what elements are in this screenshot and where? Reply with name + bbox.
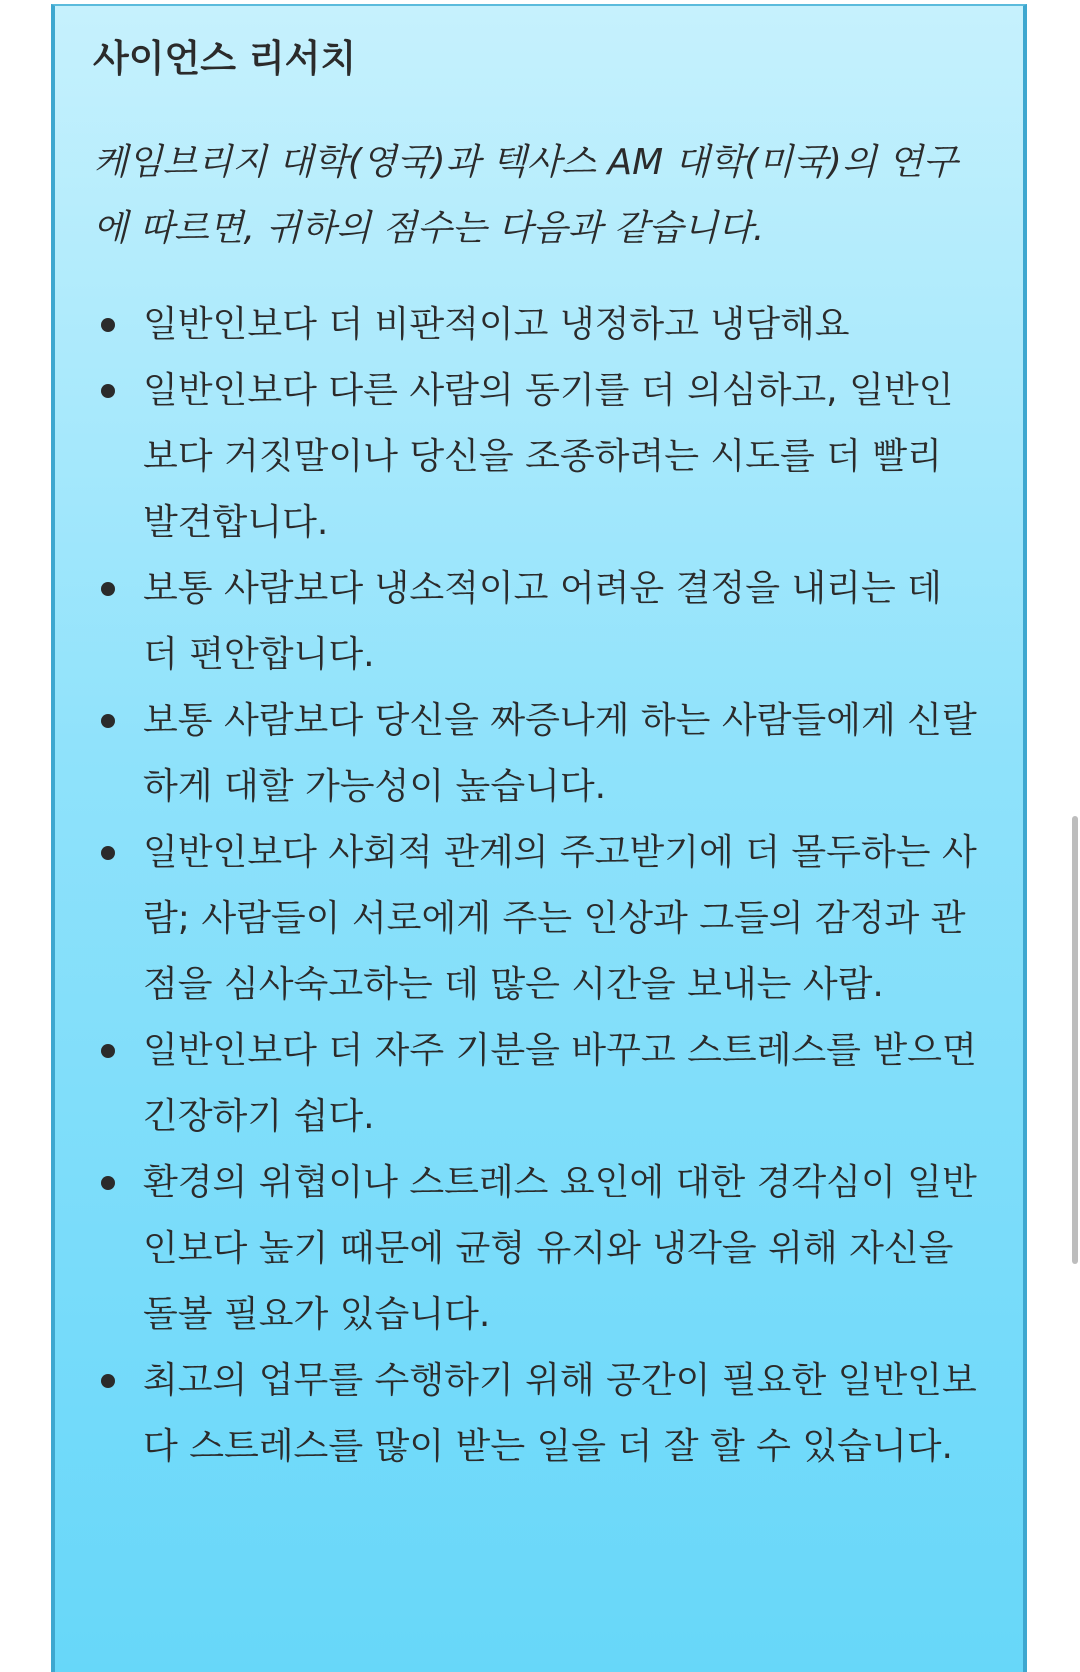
bullet-icon bbox=[101, 1044, 115, 1058]
list-item-text: 일반인보다 다른 사람의 동기를 더 의심하고, 일반인보다 거짓말이나 당신을 조종하려는 시도를 더 빨리 발견합니다. bbox=[143, 370, 954, 543]
list-item bbox=[91, 556, 981, 688]
result-list bbox=[91, 292, 981, 1480]
research-card bbox=[51, 4, 1027, 1672]
bullet-icon bbox=[101, 714, 115, 728]
list-item bbox=[91, 1348, 981, 1480]
bullet-icon bbox=[101, 1176, 115, 1190]
list-item bbox=[91, 820, 981, 1018]
list-item bbox=[91, 1150, 981, 1348]
list-item-text: 일반인보다 사회적 관계의 주고받기에 더 몰두하는 사람; 사람들이 서로에게 주는 인상과 그들의 감정과 관점을 심사숙고하는 데 많은 시간을 보내는 사람. bbox=[143, 832, 977, 1005]
card-title: 사이언스 리서치 bbox=[93, 37, 357, 80]
list-item-text: 일반인보다 더 비판적이고 냉정하고 냉담해요 bbox=[143, 304, 850, 345]
list-item bbox=[91, 292, 981, 358]
intro-text: 케임브리지 대학(영국)과 텍사스 AM 대학(미국)의 연구에 따르면, 귀하의 점수는 다음과 같습니다. bbox=[93, 142, 958, 249]
list-item-text: 최고의 업무를 수행하기 위해 공간이 필요한 일반인보다 스트레스를 많이 받는 일을 더 잘 할 수 있습니다. bbox=[143, 1360, 977, 1467]
bullet-icon bbox=[101, 846, 115, 860]
bullet-icon bbox=[101, 1374, 115, 1388]
list-item bbox=[91, 688, 981, 820]
list-item-text: 보통 사람보다 당신을 짜증나게 하는 사람들에게 신랄하게 대할 가능성이 높습니다. bbox=[143, 700, 977, 807]
scrollbar-thumb[interactable] bbox=[1072, 816, 1078, 1264]
list-item bbox=[91, 358, 981, 556]
list-item-text: 일반인보다 더 자주 기분을 바꾸고 스트레스를 받으면 긴장하기 쉽다. bbox=[143, 1030, 977, 1137]
bullet-icon bbox=[101, 318, 115, 332]
list-item-text: 환경의 위협이나 스트레스 요인에 대한 경각심이 일반인보다 높기 때문에 균형 유지와 냉각을 위해 자신을 돌볼 필요가 있습니다. bbox=[143, 1162, 977, 1335]
bullet-icon bbox=[101, 384, 115, 398]
bullet-icon bbox=[101, 582, 115, 596]
list-item-text: 보통 사람보다 냉소적이고 어려운 결정을 내리는 데 더 편안합니다. bbox=[143, 568, 942, 675]
list-item bbox=[91, 1018, 981, 1150]
